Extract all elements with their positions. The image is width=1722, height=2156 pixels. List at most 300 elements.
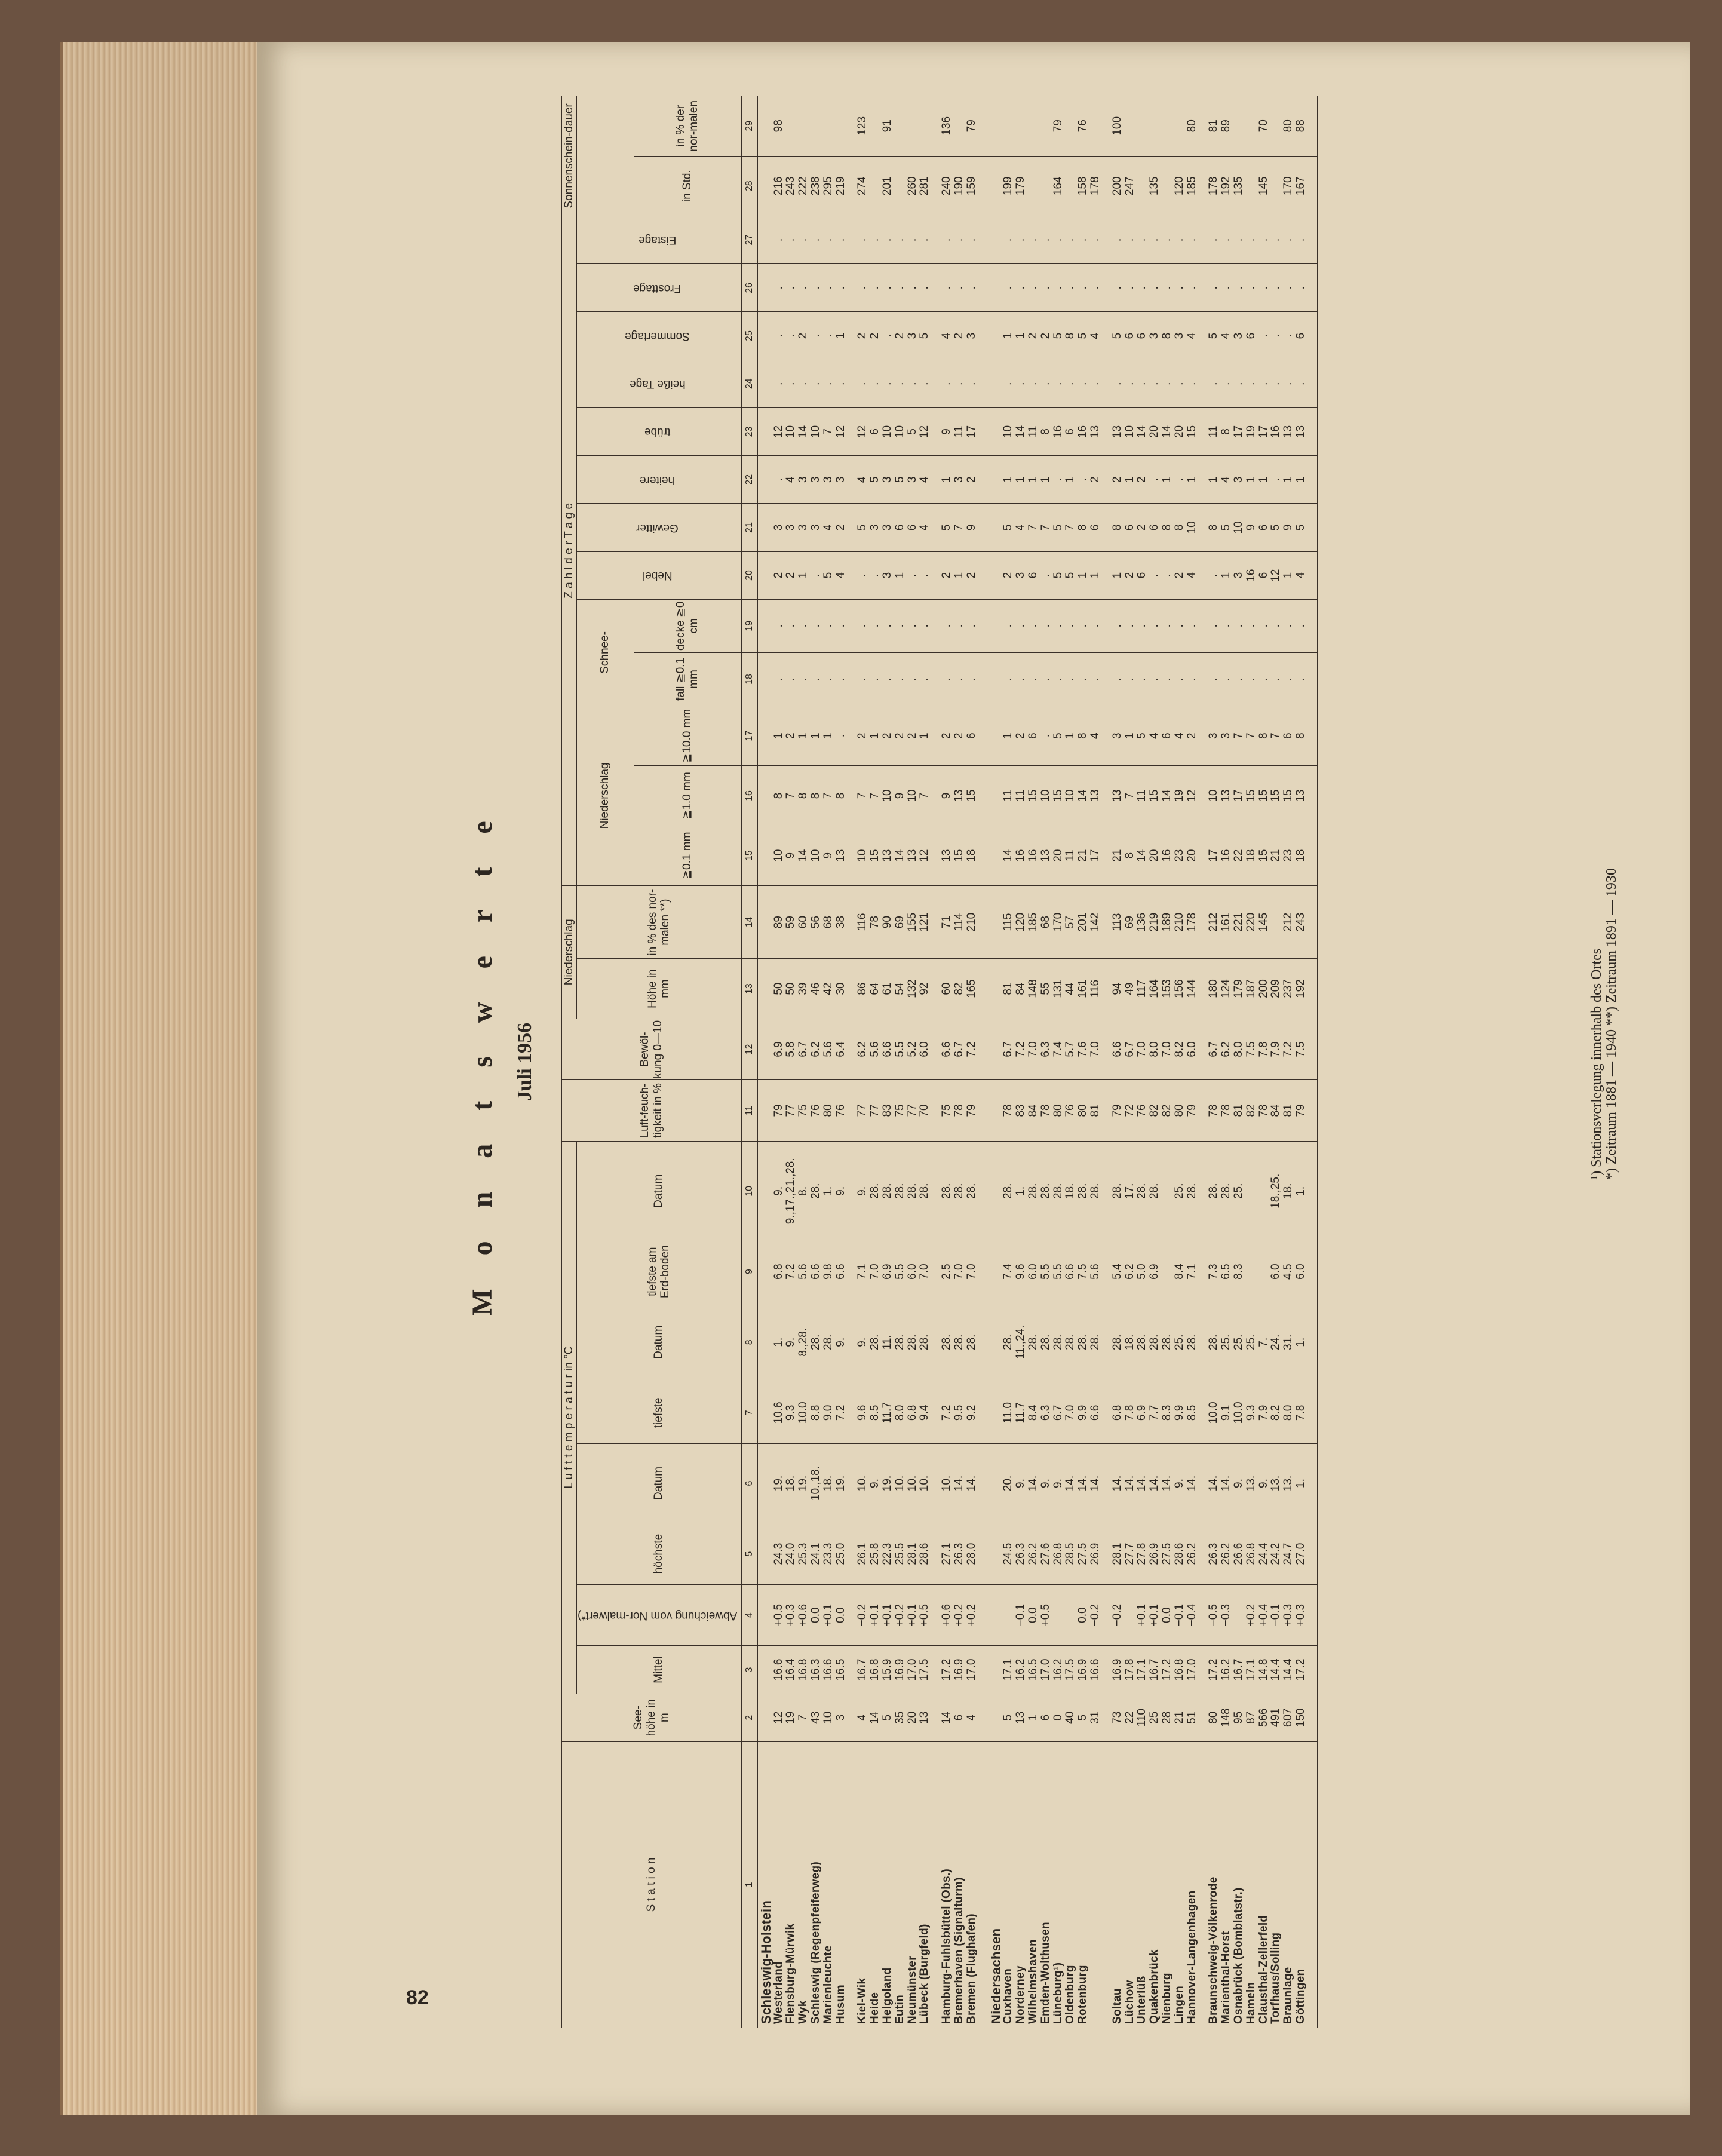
table-cell: 14. bbox=[1161, 1443, 1174, 1523]
table-cell: −0.2 bbox=[857, 1584, 869, 1646]
table-cell: . bbox=[1052, 360, 1065, 407]
header-sommertage-text: Sommertage bbox=[625, 329, 690, 342]
table-cell bbox=[1040, 96, 1052, 157]
table-cell: 6 bbox=[1161, 706, 1174, 766]
header-prozent-normal: in % des nor-malen **) bbox=[576, 885, 741, 959]
table-cell: 14 bbox=[894, 826, 907, 885]
table-cell: 3 bbox=[1208, 706, 1220, 766]
column-number: 2 bbox=[741, 1694, 757, 1741]
table-cell: . bbox=[1258, 360, 1270, 407]
table-cell: 2 bbox=[1186, 706, 1199, 766]
table-cell: 10 bbox=[822, 1694, 835, 1741]
table-cell bbox=[1124, 96, 1137, 157]
table-cell: . bbox=[773, 216, 785, 263]
header-ns-01: ≧0.1 mm bbox=[634, 826, 741, 885]
table-cell: . bbox=[1002, 599, 1015, 652]
empty-cell bbox=[1198, 652, 1208, 706]
table-cell: . bbox=[1124, 216, 1137, 263]
station-cell bbox=[1220, 1741, 1233, 2028]
table-cell: 8.0 bbox=[1149, 1019, 1161, 1080]
empty-cell bbox=[847, 1241, 857, 1302]
table-row bbox=[1258, 96, 1270, 2028]
table-cell: . bbox=[1089, 264, 1102, 312]
empty-cell bbox=[1102, 706, 1112, 766]
table-cell bbox=[1161, 156, 1174, 216]
empty-cell bbox=[978, 1241, 988, 1302]
table-cell: 87 bbox=[1245, 1694, 1258, 1741]
table-cell: 9 bbox=[822, 826, 835, 885]
table-cell: 179 bbox=[1233, 959, 1245, 1019]
empty-cell bbox=[978, 885, 988, 959]
table-cell: 3 bbox=[773, 504, 785, 551]
table-cell: 80 bbox=[1186, 96, 1199, 157]
table-cell: . bbox=[1002, 652, 1015, 706]
empty-cell bbox=[931, 504, 941, 551]
table-cell: 156 bbox=[1174, 959, 1186, 1019]
table-cell: 148 bbox=[1220, 1694, 1233, 1741]
table-cell: . bbox=[1064, 264, 1077, 312]
table-cell: . bbox=[1089, 216, 1102, 263]
table-cell: 17.2 bbox=[1161, 1646, 1174, 1694]
table-cell: 23 bbox=[1282, 826, 1295, 885]
table-cell: 10 bbox=[894, 407, 907, 455]
table-row bbox=[810, 96, 822, 2028]
table-cell: . bbox=[1040, 216, 1052, 263]
table-cell: 8 bbox=[835, 766, 848, 826]
header-datum-3: Datum bbox=[576, 1141, 741, 1241]
table-cell: 3 bbox=[953, 456, 966, 504]
table-cell: 11 bbox=[1015, 766, 1027, 826]
table-cell: 158 bbox=[1077, 156, 1089, 216]
table-cell: . bbox=[869, 264, 882, 312]
table-cell: 145 bbox=[1258, 885, 1270, 959]
table-cell: . bbox=[1174, 599, 1186, 652]
table-cell: 5 bbox=[1220, 504, 1233, 551]
table-cell: 7.4 bbox=[1002, 1241, 1015, 1302]
station-name: Braunlage bbox=[1282, 1967, 1295, 2024]
station-name: Soltau bbox=[1110, 1988, 1124, 2024]
table-cell: 25.8 bbox=[869, 1523, 882, 1585]
table-cell: 28. bbox=[1112, 1302, 1124, 1382]
table-cell: 8 bbox=[1124, 826, 1137, 885]
table-cell: 6.6 bbox=[882, 1019, 894, 1080]
table-cell: 5 bbox=[1052, 706, 1065, 766]
header-nebel bbox=[576, 551, 741, 599]
table-cell: 219 bbox=[1149, 885, 1161, 959]
station-name: Kiel-Wik bbox=[856, 1977, 869, 2024]
header-sommertage bbox=[576, 312, 741, 360]
table-cell: 50 bbox=[785, 959, 797, 1019]
table-cell: 10 bbox=[785, 407, 797, 455]
table-cell: 46 bbox=[810, 959, 822, 1019]
table-cell: 78 bbox=[1258, 1080, 1270, 1142]
table-cell: 76 bbox=[1136, 1080, 1149, 1142]
table-cell bbox=[1258, 1141, 1270, 1241]
table-cell: 24.7 bbox=[1282, 1523, 1295, 1585]
table-row bbox=[869, 96, 882, 2028]
table-cell: 28. bbox=[1186, 1302, 1199, 1382]
table-cell: 7.0 bbox=[919, 1241, 931, 1302]
station-name: Lingen bbox=[1172, 1985, 1186, 2024]
table-cell: 159 bbox=[966, 156, 978, 216]
header-truebe-text: trübe bbox=[644, 425, 671, 438]
table-cell: 9. bbox=[1015, 1443, 1027, 1523]
table-cell: 27.8 bbox=[1136, 1523, 1149, 1585]
empty-cell bbox=[931, 1019, 941, 1080]
table-cell: . bbox=[822, 312, 835, 360]
table-cell: 56 bbox=[810, 885, 822, 959]
table-cell: 178 bbox=[1208, 156, 1220, 216]
table-cell: 25. bbox=[1245, 1302, 1258, 1382]
table-cell: 4 bbox=[1220, 312, 1233, 360]
table-cell: 116 bbox=[857, 885, 869, 959]
table-cell: 5 bbox=[1295, 504, 1307, 551]
table-cell: 78 bbox=[1040, 1080, 1052, 1142]
table-cell: 4 bbox=[785, 456, 797, 504]
table-cell: 7.0 bbox=[869, 1241, 882, 1302]
table-cell: 7.5 bbox=[1245, 1019, 1258, 1080]
empty-cell bbox=[978, 407, 988, 455]
table-cell: 4 bbox=[941, 312, 953, 360]
column-number: 27 bbox=[741, 216, 757, 263]
table-cell: . bbox=[1174, 652, 1186, 706]
empty-cell bbox=[1198, 504, 1208, 551]
table-cell: 10. bbox=[919, 1443, 931, 1523]
column-number: 7 bbox=[741, 1382, 757, 1444]
table-cell: 4 bbox=[1015, 504, 1027, 551]
table-cell bbox=[1064, 96, 1077, 157]
table-cell: 14 bbox=[797, 826, 810, 885]
table-cell: 1 bbox=[1295, 456, 1307, 504]
table-cell: 28. bbox=[869, 1302, 882, 1382]
header-hoechste: höchste bbox=[576, 1523, 741, 1585]
station-name: Osnabrück (Bomblatstr.) bbox=[1232, 1887, 1245, 2024]
table-cell: . bbox=[1040, 360, 1052, 407]
station-name: Lübeck (Burgfeld) bbox=[918, 1924, 931, 2024]
table-cell: 199 bbox=[1002, 156, 1015, 216]
table-cell: 3 bbox=[797, 456, 810, 504]
table-cell: 281 bbox=[919, 156, 931, 216]
empty-cell bbox=[988, 1019, 1003, 1080]
table-cell: 69 bbox=[894, 885, 907, 959]
table-cell: 1 bbox=[822, 706, 835, 766]
table-cell: 7.0 bbox=[1136, 1019, 1149, 1080]
table-cell: 14. bbox=[1220, 1443, 1233, 1523]
table-cell: 3 bbox=[810, 504, 822, 551]
table-cell: 201 bbox=[882, 156, 894, 216]
table-cell: . bbox=[1174, 456, 1186, 504]
table-cell: 16 bbox=[1270, 407, 1282, 455]
empty-cell bbox=[1307, 360, 1318, 407]
table-cell: . bbox=[785, 216, 797, 263]
table-cell: . bbox=[1161, 599, 1174, 652]
table-cell bbox=[797, 96, 810, 157]
table-cell: 14 bbox=[1161, 407, 1174, 455]
table-cell: . bbox=[882, 312, 894, 360]
header-heisse-text: heiße Tage bbox=[629, 378, 686, 391]
table-cell: 16.2 bbox=[1015, 1646, 1027, 1694]
table-cell bbox=[1052, 1584, 1065, 1646]
table-cell: 200 bbox=[1258, 959, 1270, 1019]
table-cell: . bbox=[882, 652, 894, 706]
table-cell: . bbox=[773, 264, 785, 312]
table-cell: 4 bbox=[1186, 551, 1199, 599]
empty-cell bbox=[1198, 551, 1208, 599]
table-cell: 3 bbox=[822, 456, 835, 504]
table-cell: 18. bbox=[785, 1443, 797, 1523]
table-cell: +0.5 bbox=[1040, 1584, 1052, 1646]
table-cell: 2 bbox=[785, 706, 797, 766]
station-name: Lüneburg¹) bbox=[1051, 1962, 1064, 2024]
table-cell: 1 bbox=[1124, 706, 1137, 766]
empty-cell bbox=[978, 1141, 988, 1241]
empty-cell bbox=[1102, 407, 1112, 455]
empty-cell bbox=[847, 1694, 857, 1741]
station-cell bbox=[1245, 1741, 1258, 2028]
table-row bbox=[1208, 96, 1220, 2028]
empty-cell bbox=[988, 766, 1003, 826]
table-cell: 5 bbox=[1052, 312, 1065, 360]
table-cell: 28. bbox=[1186, 1141, 1199, 1241]
table-cell: . bbox=[1077, 599, 1089, 652]
table-cell: 20 bbox=[1052, 826, 1065, 885]
station-cell bbox=[1027, 1741, 1040, 2028]
empty-cell bbox=[931, 1141, 941, 1241]
table-cell: 18.,25. bbox=[1270, 1141, 1282, 1241]
table-cell: 5.0 bbox=[1136, 1241, 1149, 1302]
column-number: 19 bbox=[741, 599, 757, 652]
table-cell: 8 bbox=[1174, 504, 1186, 551]
table-cell: . bbox=[1015, 360, 1027, 407]
header-nebel-text: Nebel bbox=[642, 569, 673, 582]
table-cell: 18. bbox=[1282, 1141, 1295, 1241]
table-cell: 9.4 bbox=[919, 1382, 931, 1444]
table-cell: 12 bbox=[773, 407, 785, 455]
header-frosttage bbox=[576, 264, 741, 312]
table-cell: 19 bbox=[1245, 407, 1258, 455]
table-cell: 78 bbox=[869, 885, 882, 959]
empty-cell bbox=[1102, 360, 1112, 407]
table-cell: . bbox=[919, 551, 931, 599]
table-cell: 7.2 bbox=[785, 1241, 797, 1302]
empty-cell bbox=[847, 1019, 857, 1080]
table-cell: . bbox=[953, 599, 966, 652]
table-cell: 2 bbox=[1136, 456, 1149, 504]
table-cell: 9.0 bbox=[822, 1382, 835, 1444]
station-name: Wyk bbox=[797, 2000, 810, 2024]
table-cell: −0.1 bbox=[1015, 1584, 1027, 1646]
table-cell: 8.0 bbox=[1233, 1019, 1245, 1080]
empty-cell bbox=[1102, 1646, 1112, 1694]
table-cell: 28. bbox=[966, 1141, 978, 1241]
table-cell: 26.9 bbox=[1089, 1523, 1102, 1585]
table-cell: 155 bbox=[907, 885, 919, 959]
table-cell: 6 bbox=[1027, 706, 1040, 766]
table-cell bbox=[953, 96, 966, 157]
table-cell: . bbox=[1245, 652, 1258, 706]
table-cell: . bbox=[966, 652, 978, 706]
empty-cell bbox=[1198, 766, 1208, 826]
table-cell: 16.7 bbox=[1233, 1646, 1245, 1694]
empty-cell bbox=[1102, 1694, 1112, 1741]
table-cell: 1 bbox=[1161, 456, 1174, 504]
table-cell: 4 bbox=[919, 456, 931, 504]
table-cell bbox=[1149, 96, 1161, 157]
table-cell: 114 bbox=[953, 885, 966, 959]
table-cell: 19. bbox=[773, 1443, 785, 1523]
table-cell: . bbox=[1064, 360, 1077, 407]
table-cell: . bbox=[869, 216, 882, 263]
empty-cell bbox=[847, 1302, 857, 1382]
table-cell: 566 bbox=[1258, 1694, 1270, 1741]
empty-cell bbox=[988, 504, 1003, 551]
table-cell: 14.8 bbox=[1258, 1646, 1270, 1694]
empty-cell bbox=[757, 652, 772, 706]
table-row bbox=[773, 96, 785, 2028]
table-cell: 28. bbox=[1052, 1302, 1065, 1382]
table-cell: 82 bbox=[1149, 1080, 1161, 1142]
table-cell: 179 bbox=[1015, 156, 1027, 216]
empty-cell bbox=[757, 1019, 772, 1080]
table-cell: 274 bbox=[857, 156, 869, 216]
table-cell: 24.4 bbox=[1258, 1523, 1270, 1585]
table-cell: 6.2 bbox=[857, 1019, 869, 1080]
table-cell: 2 bbox=[941, 706, 953, 766]
table-cell: 150 bbox=[1295, 1694, 1307, 1741]
table-cell: 7 bbox=[869, 766, 882, 826]
empty-cell bbox=[1198, 407, 1208, 455]
empty-cell bbox=[1102, 1382, 1112, 1444]
table-cell: 16.7 bbox=[1149, 1646, 1161, 1694]
table-cell: 24.2 bbox=[1270, 1523, 1282, 1585]
empty-cell bbox=[1198, 1241, 1208, 1302]
station-cell bbox=[1295, 1741, 1307, 2028]
column-numbers-row bbox=[741, 96, 757, 2028]
station-name: Emden-Wolthusen bbox=[1039, 1922, 1052, 2024]
table-cell: 28. bbox=[1149, 1302, 1161, 1382]
table-cell: 5 bbox=[857, 504, 869, 551]
table-cell: . bbox=[1136, 652, 1149, 706]
station-cell bbox=[1040, 1741, 1052, 2028]
table-cell: . bbox=[797, 216, 810, 263]
table-cell: 30 bbox=[835, 959, 848, 1019]
table-cell: . bbox=[1295, 652, 1307, 706]
table-cell: 9 bbox=[941, 766, 953, 826]
table-cell: 2 bbox=[1174, 551, 1186, 599]
table-cell: 16 bbox=[1220, 826, 1233, 885]
empty-cell bbox=[988, 1080, 1003, 1142]
table-cell: 17.1 bbox=[1245, 1646, 1258, 1694]
table-cell: 6 bbox=[1258, 551, 1270, 599]
table-cell: 1 bbox=[797, 551, 810, 599]
table-cell: 3 bbox=[1015, 551, 1027, 599]
column-number: 5 bbox=[741, 1523, 757, 1585]
empty-cell bbox=[978, 826, 988, 885]
table-cell: . bbox=[1258, 652, 1270, 706]
table-cell: 210 bbox=[1174, 885, 1186, 959]
table-cell: 7 bbox=[1064, 504, 1077, 551]
table-cell: 0.0 bbox=[835, 1584, 848, 1646]
table-cell: 8 bbox=[810, 766, 822, 826]
table-cell: 8.0 bbox=[894, 1382, 907, 1444]
table-cell: 115 bbox=[1002, 885, 1015, 959]
table-cell bbox=[1245, 1141, 1258, 1241]
empty-cell bbox=[1102, 1080, 1112, 1142]
station-cell bbox=[1186, 1741, 1199, 2028]
table-cell: 28. bbox=[810, 1302, 822, 1382]
table-cell: +0.2 bbox=[953, 1584, 966, 1646]
table-cell: 0.0 bbox=[1161, 1584, 1174, 1646]
table-cell: +0.5 bbox=[919, 1584, 931, 1646]
table-cell: 14. bbox=[953, 1443, 966, 1523]
table-cell: 28. bbox=[1161, 1302, 1174, 1382]
table-cell: . bbox=[882, 360, 894, 407]
table-cell: 8 bbox=[1295, 706, 1307, 766]
table-cell: 6 bbox=[1258, 504, 1270, 551]
table-row bbox=[1161, 96, 1174, 2028]
table-cell: 15.9 bbox=[882, 1646, 894, 1694]
table-cell: 0.0 bbox=[1077, 1584, 1089, 1646]
table-row bbox=[919, 96, 931, 2028]
table-cell: 3 bbox=[869, 504, 882, 551]
empty-cell bbox=[1102, 1741, 1112, 2028]
table-cell: 201 bbox=[1077, 885, 1089, 959]
table-cell: . bbox=[1186, 652, 1199, 706]
table-cell: 2 bbox=[1112, 456, 1124, 504]
station-name: Cuxhaven bbox=[1002, 1968, 1015, 2024]
table-cell: 2 bbox=[835, 504, 848, 551]
table-cell: 28. bbox=[869, 1141, 882, 1241]
table-cell: 68 bbox=[1040, 885, 1052, 959]
table-cell: 4 bbox=[857, 456, 869, 504]
table-cell: . bbox=[835, 216, 848, 263]
table-cell: . bbox=[941, 264, 953, 312]
table-cell: 1 bbox=[1282, 456, 1295, 504]
table-cell: 9.5 bbox=[953, 1382, 966, 1444]
table-cell: 75 bbox=[941, 1080, 953, 1142]
region-label: Niedersachsen bbox=[988, 1741, 1003, 2028]
empty-cell bbox=[847, 1584, 857, 1646]
table-cell: . bbox=[1089, 652, 1102, 706]
table-cell: 6.6 bbox=[1064, 1241, 1077, 1302]
table-cell: 14 bbox=[941, 1694, 953, 1741]
table-row bbox=[1002, 96, 1015, 2028]
table-cell: 17.5 bbox=[919, 1646, 931, 1694]
table-cell: 13 bbox=[835, 826, 848, 885]
column-number: 16 bbox=[741, 766, 757, 826]
table-cell: . bbox=[1295, 216, 1307, 263]
table-cell: . bbox=[1149, 551, 1161, 599]
table-cell: 5 bbox=[1077, 1694, 1089, 1741]
empty-cell bbox=[847, 96, 857, 157]
table-cell: 5 bbox=[1136, 706, 1149, 766]
empty-cell bbox=[1102, 504, 1112, 551]
table-cell: . bbox=[1040, 599, 1052, 652]
empty-cell bbox=[988, 1646, 1003, 1694]
table-cell: 69 bbox=[1124, 885, 1137, 959]
empty-cell bbox=[1198, 959, 1208, 1019]
table-cell: 17.2 bbox=[1295, 1646, 1307, 1694]
table-cell: . bbox=[1027, 652, 1040, 706]
table-row bbox=[785, 96, 797, 2028]
column-number: 23 bbox=[741, 407, 757, 455]
table-cell: 8.2 bbox=[1270, 1382, 1282, 1444]
table-cell: 7 bbox=[822, 766, 835, 826]
table-cell: . bbox=[1112, 360, 1124, 407]
table-cell: 28. bbox=[941, 1141, 953, 1241]
table-cell: . bbox=[1052, 599, 1065, 652]
page-number: 82 bbox=[406, 1986, 429, 2009]
